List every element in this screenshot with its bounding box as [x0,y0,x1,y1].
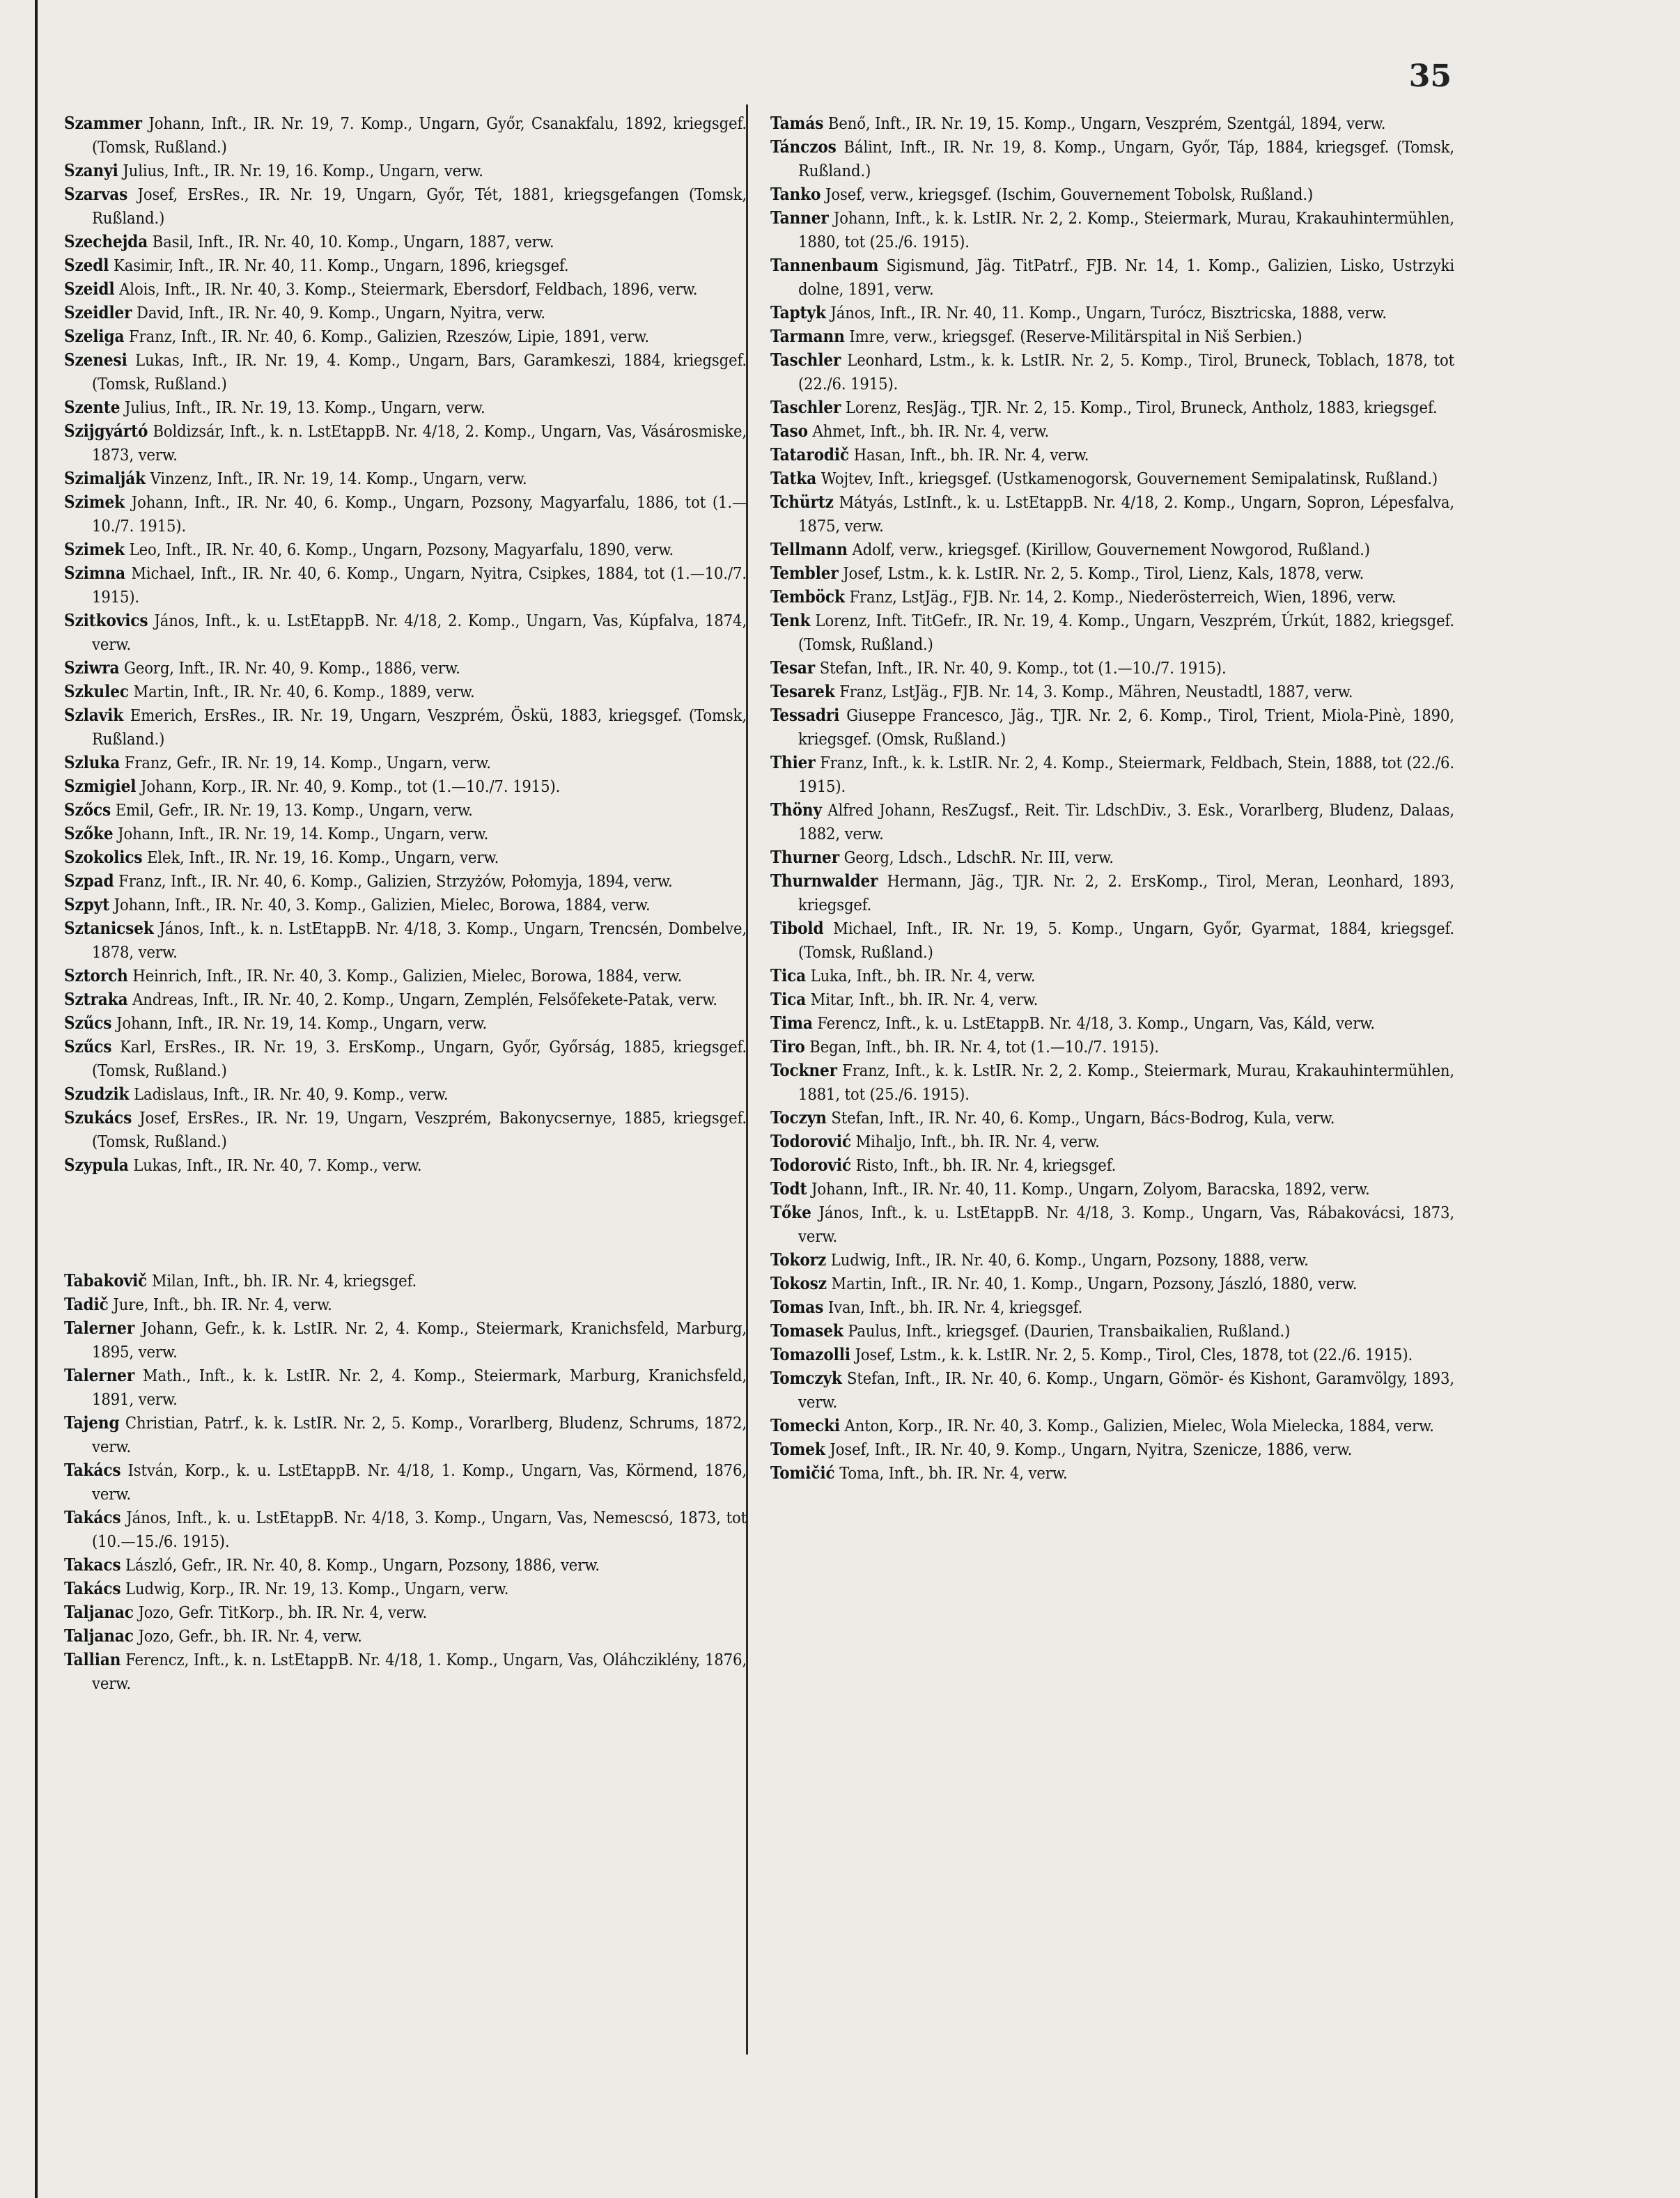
entry-details: János, Inft., k. u. LstEtappB. Nr. 4/18, 3. Komp., Ungarn, Vas, Nemescsó, 1873, tot (10.—15./6. 1915). [92,1508,747,1551]
entry-surname: Tomek [770,1439,825,1459]
list-entry [770,1248,1454,1272]
entry-details: Georg, Inft., IR. Nr. 40, 9. Komp., 1886, verw. [124,658,460,678]
entry-details: Johann, Inft., IR. Nr. 19, 14. Komp., Ungarn, verw. [118,824,489,843]
entry-surname: Tchürtz [770,492,834,512]
list-entry [64,774,747,798]
entry-surname: Tatka [770,468,817,488]
entry-surname: Szanyi [64,160,118,180]
list-entry [770,467,1454,490]
entry-surname: Taso [770,421,808,441]
entry-surname: Tibold [770,918,824,938]
list-entry [64,1106,747,1153]
entry-surname: Tőke [770,1202,811,1222]
list-entry [64,1153,747,1177]
list-entry [64,1011,747,1035]
list-entry [64,1577,747,1600]
entry-surname: Tembler [770,563,839,583]
entry-surname: Szitkovics [64,610,148,630]
list-entry [770,798,1454,845]
entry-details: Ferencz, Inft., k. n. LstEtappB. Nr. 4/18, 1. Komp., Ungarn, Vas, Oláhcziklény, 1876, verw. [92,1650,747,1693]
entry-details: Martin, Inft., IR. Nr. 40, 1. Komp., Ungarn, Pozsony, Jászló, 1880, verw. [831,1274,1358,1293]
list-entry [770,443,1454,467]
entry-surname: Szmigiel [64,776,137,796]
list-entry [64,1624,747,1648]
list-entry [64,1035,747,1082]
list-entry [64,111,747,159]
entry-surname: Taljanac [64,1602,134,1622]
entry-details: István, Korp., k. u. LstEtappB. Nr. 4/18, 1. Komp., Ungarn, Vas, Körmend, 1876, verw. [92,1460,747,1504]
entry-surname: Talerner [64,1318,135,1338]
entry-surname: Tallian [64,1649,121,1669]
entry-details: Imre, verw., kriegsgef. (Reserve-Militärspital in Niš Serbien.) [849,327,1302,346]
entry-details: Heinrich, Inft., IR. Nr. 40, 3. Komp., Galizien, Mielec, Borowa, 1884, verw. [132,966,683,985]
entry-list-right [770,111,1454,1485]
entry-details: Kasimir, Inft., IR. Nr. 40, 11. Komp., Ungarn, 1896, kriegsgef. [114,256,569,275]
entry-details: Andreas, Inft., IR. Nr. 40, 2. Komp., Ungarn, Zemplén, Felsőfekete-Patak, verw. [132,990,717,1009]
list-entry [770,1177,1454,1201]
list-entry [770,1153,1454,1177]
list-entry [770,1106,1454,1130]
entry-surname: Temböck [770,586,845,607]
entry-surname: Tesar [770,657,816,678]
entry-surname: Tanko [770,184,821,204]
entry-details: David, Inft., IR. Nr. 40, 9. Komp., Ungarn, Nyitra, verw. [137,303,546,322]
entry-details: Anton, Korp., IR. Nr. 40, 3. Komp., Galizien, Mielec, Wola Mielecka, 1884, verw. [844,1416,1434,1435]
entry-surname: Szudzik [64,1084,130,1104]
entry-surname: Szűcs [64,1013,112,1033]
entry-details: Wojtev, Inft., kriegsgef. (Ustkamenogorsk, Gouvernement Semipalatinsk, Rußland.) [820,469,1438,488]
entry-details: Ladislaus, Inft., IR. Nr. 40, 9. Komp., verw. [134,1084,449,1104]
list-entry [770,1319,1454,1343]
list-entry [770,1437,1454,1461]
entry-surname: Tomas [770,1297,824,1317]
entry-details: Ahmet, Inft., bh. IR. Nr. 4, verw. [812,421,1050,441]
entry-details: Mihaljo, Inft., bh. IR. Nr. 4, verw. [855,1132,1100,1151]
entry-details: János, Inft., k. u. LstEtappB. Nr. 4/18, 3. Komp., Ungarn, Vas, Rábakovácsi, 1873, verw. [798,1203,1454,1246]
binding-edge-rule [35,0,38,2198]
entry-surname: Szimek [64,539,125,559]
entry-surname: Todorović [770,1131,851,1151]
entry-details: Lorenz, ResJäg., TJR. Nr. 2, 15. Komp., Tirol, Bruneck, Antholz, 1883, kriegsgef. [845,398,1438,417]
list-entry [64,1506,747,1553]
entry-details: Johann, Gefr., k. k. LstIR. Nr. 2, 4. Komp., Steiermark, Kranichsfeld, Marburg, 1895, verw. [92,1318,747,1362]
section-gap [64,1177,747,1269]
list-entry [770,419,1454,443]
entry-surname: Tica [770,965,807,985]
list-entry [770,301,1454,325]
entry-details: Vinzenz, Inft., IR. Nr. 19, 14. Komp., Ungarn, verw. [150,469,527,488]
entry-details: László, Gefr., IR. Nr. 40, 8. Komp., Ungarn, Pozsony, 1886, verw. [125,1555,600,1575]
entry-surname: Tomasek [770,1320,843,1341]
entry-surname: Szedl [64,255,109,275]
list-entry [770,845,1454,869]
list-entry [64,325,747,348]
list-entry [64,467,747,490]
entry-surname: Toczyn [770,1107,827,1128]
list-entry [770,1295,1454,1319]
list-entry [770,561,1454,585]
entry-surname: Tannenbaum [770,255,879,275]
entry-details: Julius, Inft., IR. Nr. 19, 16. Komp., Ungarn, verw. [123,161,483,180]
entry-details: Emerich, ErsRes., IR. Nr. 19, Ungarn, Veszprém, Öskü, 1883, kriegsgef. (Tomsk, Rußland.) [92,706,747,749]
list-entry [770,135,1454,182]
entry-surname: Tiro [770,1036,805,1057]
entry-details: Johann, Inft., IR. Nr. 40, 11. Komp., Ungarn, Zolyom, Baracska, 1892, verw. [811,1179,1370,1199]
entry-details: Alois, Inft., IR. Nr. 40, 3. Komp., Steiermark, Ebersdorf, Feldbach, 1896, verw. [119,279,698,299]
entry-surname: Tadič [64,1294,109,1314]
list-entry [770,869,1454,917]
entry-surname: Tesarek [770,681,835,701]
entry-surname: Szőcs [64,800,111,820]
list-entry [64,1316,747,1364]
list-entry [64,1269,747,1293]
list-entry [770,396,1454,419]
list-entry [64,538,747,561]
list-entry [64,159,747,182]
entry-details: Hermann, Jäg., TJR. Nr. 2, 2. ErsKomp., Tirol, Meran, Leonhard, 1893, kriegsgef. [798,871,1454,914]
entry-surname: Szluka [64,752,120,772]
list-entry [770,964,1454,988]
list-entry [770,1461,1454,1485]
entry-details: Johann, Inft., IR. Nr. 19, 7. Komp., Ungarn, Győr, Csanakfalu, 1892, kriegsgef. (Tomsk, Rußland.) [92,114,747,157]
entry-surname: Szente [64,397,120,417]
entry-details: Franz, Gefr., IR. Nr. 19, 14. Komp., Ungarn, verw. [124,753,491,772]
entry-details: Franz, Inft., IR. Nr. 40, 6. Komp., Galizien, Rzeszów, Lipie, 1891, verw. [129,327,649,346]
entry-surname: Tánczos [770,137,837,157]
list-entry [64,419,747,467]
entry-details: János, Inft., k. n. LstEtappB. Nr. 4/18, 3. Komp., Ungarn, Trencsén, Dombelve, 1878, verw. [92,919,747,962]
entry-surname: Sztorch [64,965,128,985]
entry-surname: Szechejda [64,231,148,251]
entry-details: Lukas, Inft., IR. Nr. 19, 4. Komp., Ungarn, Bars, Garamkeszi, 1884, kriegsgef. (Tomsk, Rußland.) [92,350,747,393]
entry-details: Began, Inft., bh. IR. Nr. 4, tot (1.—10./7. 1915). [809,1037,1159,1057]
list-entry [770,585,1454,609]
entry-surname: Tessadri [770,705,840,725]
entry-details: Johann, Inft., IR. Nr. 40, 6. Komp., Ungarn, Pozsony, Magyarfalu, 1886, tot (1.—10./7. 1915). [92,492,747,536]
entry-details: Math., Inft., k. k. LstIR. Nr. 2, 4. Komp., Steiermark, Marburg, Kranichsfeld, 1891, verw. [92,1366,747,1409]
entry-details: Josef, Inft., IR. Nr. 40, 9. Komp., Ungarn, Nyitra, Szenicze, 1886, verw. [830,1440,1353,1459]
entry-surname: Sztraka [64,989,128,1009]
list-entry [770,325,1454,348]
list-entry [64,703,747,751]
entry-details: Benő, Inft., IR. Nr. 19, 15. Komp., Ungarn, Veszprém, Szentgál, 1894, verw. [827,114,1386,133]
entry-details: Franz, Inft., IR. Nr. 40, 6. Komp., Galizien, Strzyżów, Połomyja, 1894, verw. [118,871,673,891]
entry-surname: Taschler [770,350,841,370]
entry-surname: Szimalják [64,468,146,488]
entry-surname: Szlavik [64,705,124,725]
entry-details: Johann, Korp., IR. Nr. 40, 9. Komp., tot (1.—10./7. 1915). [140,777,561,796]
entry-details: Sigismund, Jäg. TitPatrf., FJB. Nr. 14, 1. Komp., Galizien, Lisko, Ustrzyki dolne, 1891, verw. [798,256,1454,299]
entry-list-t [64,1269,747,1695]
entry-details: Josef, ErsRes., IR. Nr. 19, Ungarn, Győr, Tét, 1881, kriegsgefangen (Tomsk, Rußland.) [92,185,747,228]
list-entry [770,1035,1454,1059]
entry-details: Elek, Inft., IR. Nr. 19, 16. Komp., Ungarn, verw. [147,848,499,867]
entry-details: Lorenz, Inft. TitGefr., IR. Nr. 19, 4. Komp., Ungarn, Veszprém, Úrkút, 1882, kriegsgef. (Tomsk, Rußland.) [798,611,1454,654]
entry-details: János, Inft., IR. Nr. 40, 11. Komp., Ungarn, Turócz, Bisztricska, 1888, verw. [830,303,1387,322]
list-entry [64,561,747,609]
list-entry [770,988,1454,1011]
list-entry [64,917,747,964]
list-entry [64,182,747,230]
entry-surname: Szpyt [64,894,109,914]
list-entry [64,656,747,680]
entry-surname: Tomičić [770,1463,835,1483]
entry-surname: Thurner [770,847,839,867]
list-entry [64,988,747,1011]
list-entry [64,1411,747,1458]
entry-details: Johann, Inft., IR. Nr. 19, 14. Komp., Ungarn, verw. [116,1013,488,1033]
entry-surname: Szypula [64,1155,129,1175]
entry-surname: Takács [64,1578,121,1598]
list-entry [64,396,747,419]
entry-surname: Tomecki [770,1415,840,1435]
entry-details: Toma, Inft., bh. IR. Nr. 4, verw. [839,1463,1068,1483]
list-entry [64,1648,747,1695]
left-column [64,111,747,1695]
list-entry [770,1272,1454,1295]
list-entry [64,1458,747,1506]
list-entry [64,301,747,325]
list-entry [770,751,1454,798]
entry-surname: Taljanac [64,1626,134,1646]
list-entry [64,680,747,703]
entry-details: Boldizsár, Inft., k. n. LstEtappB. Nr. 4/18, 2. Komp., Ungarn, Vas, Vásárosmiske, 1873, verw. [92,421,747,465]
entry-surname: Szukács [64,1107,132,1128]
list-entry [64,845,747,869]
list-entry [64,798,747,822]
entry-details: Johann, Inft., k. k. LstIR. Nr. 2, 2. Komp., Steiermark, Murau, Krakauhintermühlen, 1880, tot (25./6. 1915). [798,208,1454,251]
list-entry [770,1059,1454,1106]
list-entry [770,206,1454,254]
entry-details: Franz, LstJäg., FJB. Nr. 14, 3. Komp., Mähren, Neustadtl, 1887, verw. [839,682,1353,701]
entry-surname: Tenk [770,610,811,630]
list-entry [64,230,747,254]
entry-details: Martin, Inft., IR. Nr. 40, 6. Komp., 1889, verw. [133,682,475,701]
list-entry [770,490,1454,538]
list-entry [64,1600,747,1624]
entry-surname: Tanner [770,208,829,228]
list-entry [64,751,747,774]
entry-surname: Tockner [770,1060,837,1080]
list-entry [770,680,1454,703]
entry-surname: Szűcs [64,1036,112,1057]
entry-surname: Thöny [770,800,822,820]
list-entry [64,277,747,301]
list-entry [770,1011,1454,1035]
entry-details: Franz, Inft., k. k. LstIR. Nr. 2, 2. Komp., Steiermark, Murau, Krakauhintermühlen, 1881, tot (25./6. 1915). [798,1061,1454,1104]
list-entry [64,1553,747,1577]
entry-surname: Szammer [64,113,142,133]
entry-details: János, Inft., k. u. LstEtappB. Nr. 4/18, 2. Komp., Ungarn, Vas, Kúpfalva, 1874, verw. [92,611,747,654]
list-entry [770,538,1454,561]
entry-surname: Tokosz [770,1273,827,1293]
entry-details: Georg, Ldsch., LdschR. Nr. III, verw. [843,848,1114,867]
entry-details: Stefan, Inft., IR. Nr. 40, 6. Komp., Ungarn, Bács-Bodrog, Kula, verw. [831,1108,1335,1128]
entry-surname: Tajeng [64,1412,120,1433]
entry-details: Franz, Inft., k. k. LstIR. Nr. 2, 4. Komp., Steiermark, Feldbach, Stein, 1888, tot (22./6. 1915). [798,753,1454,796]
entry-details: Lukas, Inft., IR. Nr. 40, 7. Komp., verw. [133,1155,422,1175]
entry-details: Josef, Lstm., k. k. LstIR. Nr. 2, 5. Komp., Tirol, Lienz, Kals, 1878, verw. [843,563,1364,583]
entry-details: Giuseppe Francesco, Jäg., TJR. Nr. 2, 6. Komp., Tirol, Trient, Miola-Pinè, 1890, kriegsgef. (Omsk, Rußland.) [798,706,1454,749]
entry-surname: Todt [770,1178,807,1199]
entry-details: Paulus, Inft., kriegsgef. (Daurien, Transbaikalien, Rußland.) [848,1321,1291,1341]
entry-surname: Thier [770,752,816,772]
entry-details: Alfred Johann, ResZugsf., Reit. Tir. LdschDiv., 3. Esk., Vorarlberg, Bludenz, Dalaas, 1882, verw. [798,800,1454,843]
entry-details: Jozo, Gefr., bh. IR. Nr. 4, verw. [138,1626,362,1646]
entry-surname: Szenesi [64,350,127,370]
entry-details: Risto, Inft., bh. IR. Nr. 4, kriegsgef. [855,1155,1117,1175]
entry-surname: Szokolics [64,847,143,867]
entry-details: Adolf, verw., kriegsgef. (Kirillow, Gouvernement Nowgorod, Rußland.) [852,540,1370,559]
entry-surname: Szpad [64,871,114,891]
list-entry [770,348,1454,396]
entry-surname: Tatarodič [770,444,850,465]
entry-details: Leonhard, Lstm., k. k. LstIR. Nr. 2, 5. Komp., Tirol, Bruneck, Toblach, 1878, tot (22./6. 1915). [798,350,1454,393]
entry-details: Jozo, Gefr. TitKorp., bh. IR. Nr. 4, verw. [138,1603,428,1622]
entry-surname: Sziwra [64,657,120,678]
list-entry [64,490,747,538]
entry-surname: Taptyk [770,302,826,322]
entry-details: Stefan, Inft., IR. Nr. 40, 6. Komp., Ungarn, Gömör- és Kishont, Garamvölgy, 1893, verw. [798,1369,1454,1412]
list-entry [770,182,1454,206]
list-entry [770,1201,1454,1248]
entry-surname: Tarmann [770,326,845,346]
entry-details: Jure, Inft., bh. IR. Nr. 4, verw. [113,1295,332,1314]
list-entry [770,609,1454,656]
list-entry [770,111,1454,135]
entry-surname: Tica [770,989,807,1009]
list-entry [770,254,1454,301]
entry-details: Karl, ErsRes., IR. Nr. 19, 3. ErsKomp., Ungarn, Győr, Győrság, 1885, kriegsgef. (Tomsk, Rußland.) [92,1037,747,1080]
entry-surname: Szijgyártó [64,421,148,441]
page-number: 35 [1408,59,1452,94]
entry-surname: Szőke [64,823,114,843]
list-entry [64,1364,747,1411]
list-entry [770,656,1454,680]
entry-surname: Szkulec [64,681,129,701]
entry-list-s [64,111,747,1177]
list-entry [770,703,1454,751]
entry-details: Michael, Inft., IR. Nr. 40, 6. Komp., Ungarn, Nyitra, Csipkes, 1884, tot (1.—10./7. 1915). [92,563,747,607]
entry-details: Basil, Inft., IR. Nr. 40, 10. Komp., Ungarn, 1887, verw. [152,232,554,251]
entry-details: Ivan, Inft., bh. IR. Nr. 4, kriegsgef. [827,1297,1083,1317]
entry-surname: Takács [64,1507,121,1527]
entry-surname: Tima [770,1013,813,1033]
entry-surname: Takács [64,1460,121,1480]
entry-surname: Talerner [64,1365,135,1385]
entry-surname: Thurnwalder [770,871,878,891]
entry-surname: Tokorz [770,1249,827,1270]
list-entry [64,869,747,893]
entry-surname: Szarvas [64,184,128,204]
entry-surname: Szeidler [64,302,132,322]
entry-surname: Taschler [770,397,841,417]
entry-surname: Tomczyk [770,1368,842,1388]
entry-surname: Tomazolli [770,1344,850,1364]
entry-surname: Szeliga [64,326,125,346]
entry-details: Mitar, Inft., bh. IR. Nr. 4, verw. [810,990,1039,1009]
list-entry [64,254,747,277]
entry-surname: Szeidl [64,279,115,299]
list-entry [64,822,747,845]
entry-details: Hasan, Inft., bh. IR. Nr. 4, verw. [853,445,1089,465]
entry-details: Josef, Lstm., k. k. LstIR. Nr. 2, 5. Komp., Tirol, Cles, 1878, tot (22./6. 1915). [855,1345,1413,1364]
entry-details: Bálint, Inft., IR. Nr. 19, 8. Komp., Ungarn, Győr, Táp, 1884, kriegsgef. (Tomsk, Rußland.) [798,137,1454,180]
list-entry [64,1082,747,1106]
list-entry [770,917,1454,964]
list-entry [64,348,747,396]
entry-details: Stefan, Inft., IR. Nr. 40, 9. Komp., tot (1.—10./7. 1915). [819,658,1227,678]
entry-surname: Tamás [770,113,824,133]
entry-details: Michael, Inft., IR. Nr. 19, 5. Komp., Ungarn, Győr, Gyarmat, 1884, kriegsgef. (Tomsk, Rußland.) [798,919,1454,962]
list-entry [64,609,747,656]
entry-details: Ludwig, Inft., IR. Nr. 40, 6. Komp., Ungarn, Pozsony, 1888, verw. [830,1250,1309,1270]
list-entry [770,1343,1454,1366]
entry-details: Mátyás, LstInft., k. u. LstEtappB. Nr. 4/18, 2. Komp., Ungarn, Sopron, Lépesfalva, 1875, verw. [798,492,1454,536]
right-column [770,111,1454,1485]
entry-details: Leo, Inft., IR. Nr. 40, 6. Komp., Ungarn, Pozsony, Magyarfalu, 1890, verw. [129,540,674,559]
entry-details: Milan, Inft., bh. IR. Nr. 4, kriegsgef. [151,1271,417,1291]
list-entry [64,964,747,988]
entry-details: Johann, Inft., IR. Nr. 40, 3. Komp., Galizien, Mielec, Borowa, 1884, verw. [114,895,651,914]
entry-details: Luka, Inft., bh. IR. Nr. 4, verw. [810,966,1036,985]
entry-surname: Takacs [64,1554,121,1575]
entry-surname: Tellmann [770,539,848,559]
entry-surname: Todorović [770,1155,851,1175]
entry-details: Ludwig, Korp., IR. Nr. 19, 13. Komp., Ungarn, verw. [125,1579,509,1598]
entry-surname: Szimek [64,492,125,512]
entry-details: Josef, ErsRes., IR. Nr. 19, Ungarn, Veszprém, Bakonycsernye, 1885, kriegsgef. (Tomsk, Rußland.) [92,1108,747,1151]
list-entry [770,1414,1454,1437]
entry-details: Christian, Patrf., k. k. LstIR. Nr. 2, 5. Komp., Vorarlberg, Bludenz, Schrums, 1872, verw. [92,1413,747,1456]
entry-details: Ferencz, Inft., k. u. LstEtappB. Nr. 4/18, 3. Komp., Ungarn, Vas, Káld, verw. [817,1013,1376,1033]
entry-details: Julius, Inft., IR. Nr. 19, 13. Komp., Ungarn, verw. [125,398,485,417]
entry-details: Emil, Gefr., IR. Nr. 19, 13. Komp., Ungarn, verw. [115,800,473,820]
list-entry [64,893,747,917]
entry-details: Josef, verw., kriegsgef. (Ischim, Gouvernement Tobolsk, Rußland.) [825,185,1314,204]
list-entry [64,1293,747,1316]
list-entry [770,1130,1454,1153]
entry-details: Franz, LstJäg., FJB. Nr. 14, 2. Komp., Niederösterreich, Wien, 1896, verw. [849,587,1397,607]
entry-surname: Szimna [64,563,126,583]
list-entry [770,1366,1454,1414]
entry-surname: Sztanicsek [64,918,154,938]
entry-surname: Tabakovič [64,1270,148,1291]
